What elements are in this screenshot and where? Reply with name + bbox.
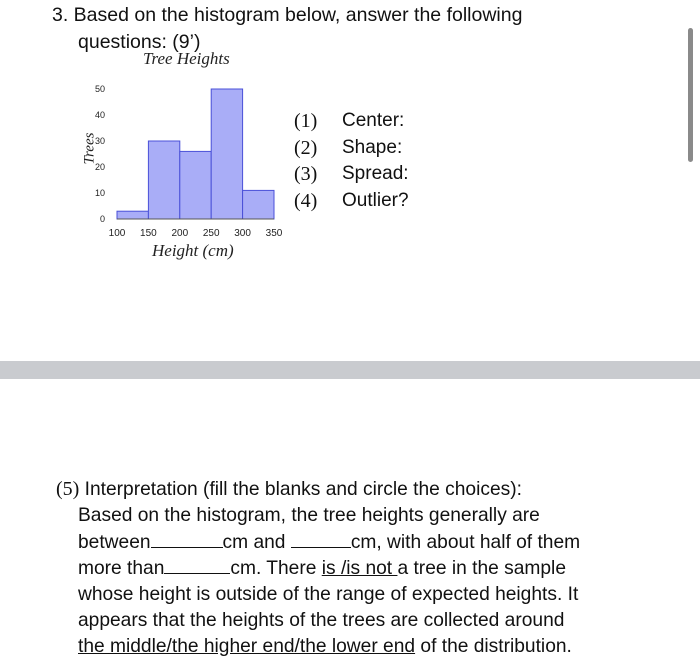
interpretation-section [56,477,696,660]
y-tick-label: 10 [94,188,105,198]
text-cm-there: cm. There [230,558,322,580]
text-of-distribution: of the distribution. [415,635,572,657]
part-number: (4) [294,189,318,212]
part-label: Outlier? [342,189,409,211]
histogram-bar [148,141,179,219]
y-tick-label: 20 [94,162,105,172]
x-tick-label: 350 [265,228,283,238]
part-row [294,161,409,188]
x-axis-label: Height (cm) [152,241,234,260]
interpretation-line-2: Based on the histogram, the tree heights generally are [78,504,540,526]
x-tick-label: 300 [234,228,251,238]
chart-title: Tree Heights [143,49,230,68]
interpretation-line-3 [56,529,696,556]
histogram-bar [180,151,211,219]
choice-distribution-position[interactable]: the middle/the higher end/the lower end [78,635,416,657]
question-line-2: questions: (9’) [78,31,201,53]
interpretation-number: (5) [56,478,80,500]
text-tree-in-sample: a tree in the sample [397,558,566,580]
histogram-bar [117,211,148,219]
y-tick-label: 40 [94,110,105,120]
question-parts [294,108,409,214]
y-axis-label: Trees [81,132,98,165]
interpretation-line-5: whose height is outside of the range of expected heights. It [78,584,579,606]
interpretation-line-4 [56,555,696,582]
part-label: Spread: [342,163,409,184]
histogram-bar [211,89,242,219]
x-tick-label: 100 [108,228,126,238]
question-line-1: 3. Based on the histogram below, answer the following [52,4,523,26]
part-row [294,135,409,162]
part-label: Center: [342,110,405,131]
part-number: (3) [294,163,318,185]
y-tick-label: 30 [94,136,105,146]
text-more-than: more than [78,558,165,580]
y-tick-label: 50 [94,84,105,94]
page-divider [0,361,700,379]
part-number: (1) [294,110,318,132]
part-row [294,108,409,135]
interpretation-line-6: appears that the heights of the trees are collected around [78,609,565,631]
text-cm-and: cm and [222,531,291,553]
interpretation-title: Interpretation (fill the blanks and circle the choices): [79,479,522,500]
blank-lower-height[interactable] [151,529,223,548]
part-number: (2) [294,136,318,159]
part-row [294,188,409,215]
histogram-bar [243,190,274,219]
interpretation-title-line [56,477,696,503]
x-tick-label: 200 [171,228,189,238]
histogram [80,78,295,238]
text-half-of-them: cm, with about half of them [350,531,581,553]
part-label: Shape: [342,136,403,158]
y-tick-label: 0 [99,214,105,224]
choice-is-is-not[interactable]: is /is not [321,558,398,580]
blank-median-height[interactable] [164,555,230,574]
blank-upper-height[interactable] [291,529,351,548]
interpretation-line-7 [56,634,696,660]
x-tick-label: 150 [140,228,157,238]
x-tick-label: 250 [202,228,220,238]
question-heading [52,2,522,56]
scrollbar-thumb[interactable] [688,28,693,162]
text-between: between [78,531,151,553]
